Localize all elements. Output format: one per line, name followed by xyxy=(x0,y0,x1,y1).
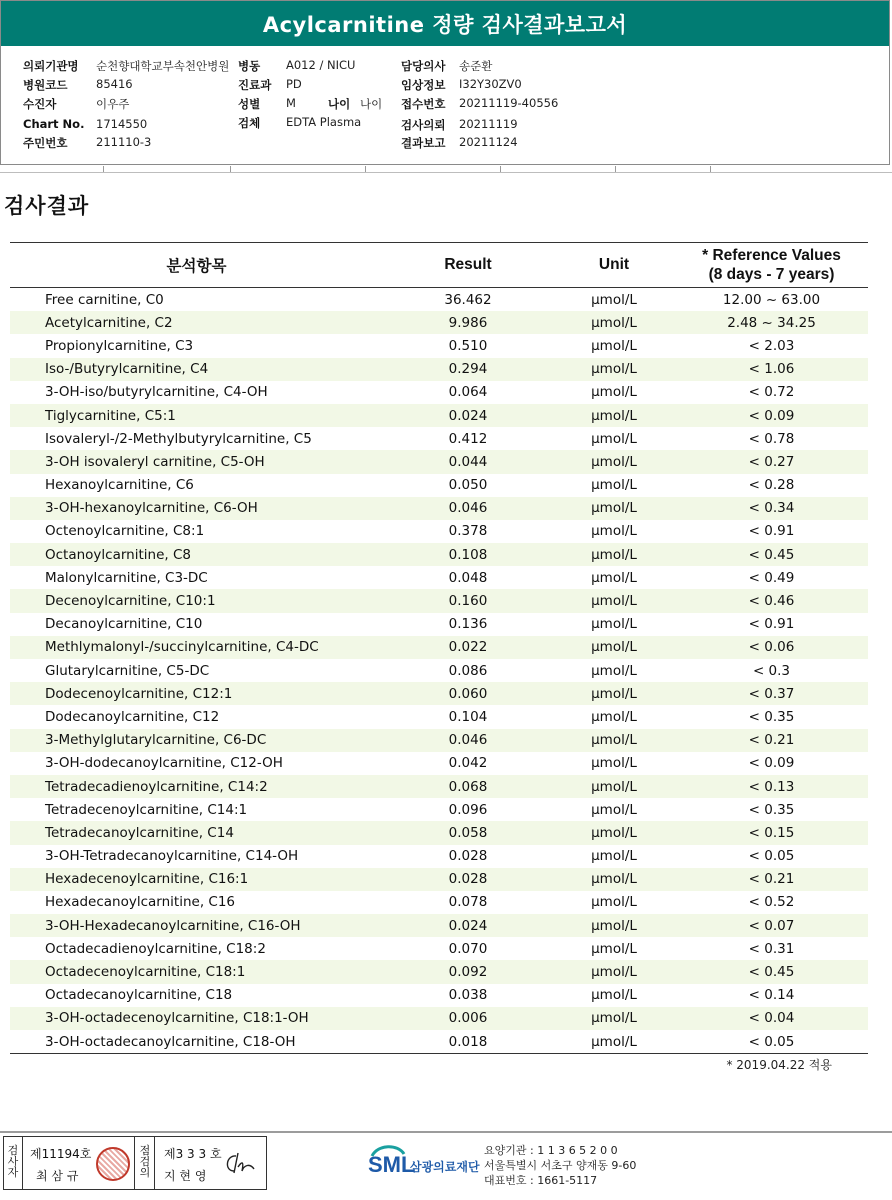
reference-value: < 0.05 xyxy=(748,848,795,865)
reference-value: < 0.49 xyxy=(748,569,795,586)
unit-value: μmol/L xyxy=(553,868,675,891)
table-row xyxy=(10,450,868,473)
result-value: 0.078 xyxy=(448,894,488,911)
table-row xyxy=(10,729,868,752)
unit-value: μmol/L xyxy=(591,940,637,957)
unit-value: μmol/L xyxy=(591,894,637,911)
analyte-name: Malonylcarnitine, C3-DC xyxy=(45,569,208,586)
unit-value: μmol/L xyxy=(553,497,675,520)
result-value: 0.046 xyxy=(383,729,553,752)
reference-value: < 0.45 xyxy=(675,543,868,566)
result-value: 0.104 xyxy=(448,708,488,725)
unit-value: μmol/L xyxy=(553,450,675,473)
sex-label: 성별 xyxy=(238,97,261,111)
chart-label: Chart No. xyxy=(23,117,85,131)
reference-value: < 0.72 xyxy=(748,384,795,401)
dept-value: PD xyxy=(286,77,302,91)
result-value: 0.086 xyxy=(448,662,488,679)
inst-label: 의뢰기관명 xyxy=(23,59,79,73)
analyte-name: Octenoylcarnitine, C8:1 xyxy=(45,523,205,540)
unit-value: μmol/L xyxy=(591,848,637,865)
analyte-name: Propionylcarnitine, C3 xyxy=(45,337,194,354)
reference-value: < 0.09 xyxy=(675,404,868,427)
result-value: 0.058 xyxy=(383,821,553,844)
analyte-name: Acetylcarnitine, C2 xyxy=(10,311,383,334)
result-value: 0.096 xyxy=(448,801,488,818)
reference-value: < 0.21 xyxy=(675,729,868,752)
analyte-name: 3-OH-hexanoylcarnitine, C6-OH xyxy=(10,497,383,520)
unit-value: μmol/L xyxy=(591,755,637,772)
analyte-name: Tetradecanoylcarnitine, C14 xyxy=(10,821,383,844)
doctor-value: 송준환 xyxy=(459,59,493,73)
unit-value: μmol/L xyxy=(591,337,637,354)
patient-info xyxy=(1,49,891,161)
table-row xyxy=(10,821,868,844)
analyte-name: Octadecanoylcarnitine, C18 xyxy=(45,987,233,1004)
reference-value: < 2.03 xyxy=(748,337,795,354)
analyte-name: Dodecanoylcarnitine, C12 xyxy=(45,708,220,725)
table-row xyxy=(10,984,868,1007)
table-row xyxy=(10,960,868,983)
table-row xyxy=(10,1007,868,1030)
result-value: 0.294 xyxy=(383,358,553,381)
header-unit: Unit xyxy=(553,243,675,288)
unit-value: μmol/L xyxy=(591,430,637,447)
reference-value: < 0.04 xyxy=(675,1007,868,1030)
reference-value: < 0.28 xyxy=(748,477,795,494)
analyte-name: Decanoylcarnitine, C10 xyxy=(45,616,203,633)
table-row xyxy=(10,914,868,937)
result-value: 0.044 xyxy=(383,450,553,473)
reference-value: 2.48 ~ 34.25 xyxy=(675,311,868,334)
unit-value: μmol/L xyxy=(591,384,637,401)
inspector-license: 제11194호 xyxy=(30,1147,92,1161)
table-row xyxy=(10,520,868,543)
inst-value: 순천향대학교부속천안병원 xyxy=(96,59,230,73)
reference-value: < 0.15 xyxy=(675,821,868,844)
dept-label: 진료과 xyxy=(238,78,272,92)
reference-value: < 0.07 xyxy=(675,914,868,937)
unit-value: μmol/L xyxy=(591,708,637,725)
ward-value: A012 / NICU xyxy=(286,58,356,72)
header-reference-line2: (8 days - 7 years) xyxy=(708,266,835,283)
table-row xyxy=(10,543,868,566)
result-value: 0.068 xyxy=(383,775,553,798)
table-row xyxy=(10,334,868,357)
reference-value: < 0.78 xyxy=(748,430,795,447)
request-label: 검사의뢰 xyxy=(401,118,446,132)
result-value: 0.160 xyxy=(383,589,553,612)
analyte-name: 3-OH-octadecanoylcarnitine, C18-OH xyxy=(10,1030,383,1054)
unit-value: μmol/L xyxy=(591,801,637,818)
result-value: 0.136 xyxy=(448,616,488,633)
doctor-label: 담당의사 xyxy=(401,59,446,73)
analyte-name: Octadecadienoylcarnitine, C18:2 xyxy=(45,940,266,957)
unit-value: μmol/L xyxy=(591,987,637,1004)
reference-value: < 0.35 xyxy=(748,801,795,818)
chart-value: 1714550 xyxy=(96,117,148,131)
reference-value: < 0.31 xyxy=(748,940,795,957)
code-label: 병원코드 xyxy=(23,78,68,92)
reference-value: < 0.91 xyxy=(748,523,795,540)
results-body xyxy=(10,288,868,1054)
result-value: 0.024 xyxy=(383,404,553,427)
receipt-label: 접수번호 xyxy=(401,97,446,111)
table-row xyxy=(10,1030,868,1054)
report-date-value: 20211124 xyxy=(459,135,518,149)
analyte-name: Dodecenoylcarnitine, C12:1 xyxy=(10,682,383,705)
reference-value: < 0.91 xyxy=(748,616,795,633)
table-row xyxy=(10,659,868,682)
table-row xyxy=(10,474,868,497)
table-row xyxy=(10,636,868,659)
analyte-name: Decenoylcarnitine, C10:1 xyxy=(10,589,383,612)
unit-value: μmol/L xyxy=(591,662,637,679)
signature-box xyxy=(3,1136,267,1190)
table-row xyxy=(10,752,868,775)
table-row xyxy=(10,358,868,381)
id-label: 주민번호 xyxy=(23,136,68,150)
inspector-seal-icon xyxy=(96,1147,130,1181)
table-row xyxy=(10,311,868,334)
recipient-label: 수진자 xyxy=(23,97,57,111)
table-header-row xyxy=(10,243,868,288)
result-value: 0.022 xyxy=(383,636,553,659)
org-code: 요양기관 : 1 1 3 6 5 2 0 0 xyxy=(484,1144,618,1157)
result-value: 0.048 xyxy=(448,569,488,586)
table-row xyxy=(10,566,868,589)
unit-value: μmol/L xyxy=(591,477,637,494)
analyte-name: 3-OH-Tetradecanoylcarnitine, C14-OH xyxy=(45,848,299,865)
org-name: 삼광의료재단 xyxy=(410,1160,480,1174)
unit-value: μmol/L xyxy=(553,636,675,659)
analyte-name: 3-OH-iso/butyrylcarnitine, C4-OH xyxy=(45,384,268,401)
age-value: 나이 xyxy=(360,97,383,111)
code-value: 85416 xyxy=(96,77,133,91)
reference-value: < 0.21 xyxy=(675,868,868,891)
unit-value: μmol/L xyxy=(553,358,675,381)
analyte-name: 3-OH-octadecenoylcarnitine, C18:1-OH xyxy=(10,1007,383,1030)
report-header xyxy=(0,0,890,165)
inspector-label: 검 사 자 xyxy=(7,1144,19,1179)
reference-value: < 0.06 xyxy=(675,636,868,659)
reference-value: < 0.05 xyxy=(675,1030,868,1054)
table-row xyxy=(10,775,868,798)
header-item: 분석항목 xyxy=(10,243,383,288)
unit-value: μmol/L xyxy=(553,311,675,334)
result-value: 0.028 xyxy=(383,868,553,891)
unit-value: μmol/L xyxy=(553,404,675,427)
header-reference xyxy=(675,243,868,288)
unit-value: μmol/L xyxy=(591,291,637,308)
reference-value: < 0.14 xyxy=(748,987,795,1004)
footer-divider xyxy=(0,1131,892,1133)
result-value: 0.092 xyxy=(383,960,553,983)
reference-value: < 0.37 xyxy=(675,682,868,705)
result-value: 0.024 xyxy=(383,914,553,937)
org-phone: 대표번호 : 1661-5117 xyxy=(484,1174,598,1187)
sex-value: M xyxy=(286,96,296,110)
reference-value: < 0.13 xyxy=(675,775,868,798)
clinical-value: I32Y30ZV0 xyxy=(459,77,522,91)
recipient-value: 이우주 xyxy=(96,97,130,111)
result-value: 0.064 xyxy=(448,384,488,401)
reference-value: < 0.3 xyxy=(752,662,791,679)
table-row xyxy=(10,868,868,891)
analyte-name: 3-OH-Hexadecanoylcarnitine, C16-OH xyxy=(10,914,383,937)
analyte-name: Glutarylcarnitine, C5-DC xyxy=(45,662,210,679)
result-value: 0.060 xyxy=(383,682,553,705)
unit-value: μmol/L xyxy=(553,821,675,844)
section-title: 검사결과 xyxy=(4,194,90,218)
unit-value: μmol/L xyxy=(553,589,675,612)
report-date-label: 결과보고 xyxy=(401,136,446,150)
org-info xyxy=(484,1143,636,1188)
unit-value: μmol/L xyxy=(591,523,637,540)
request-value: 20211119 xyxy=(459,117,518,131)
report-title: Acylcarnitine 정량 검사결과보고서 xyxy=(1,1,889,46)
table-row xyxy=(10,497,868,520)
result-value: 0.018 xyxy=(383,1030,553,1054)
specimen-label: 검체 xyxy=(238,116,261,130)
table-row xyxy=(10,288,868,312)
result-value: 0.006 xyxy=(383,1007,553,1030)
analyte-name: Tetradecadienoylcarnitine, C14:2 xyxy=(10,775,383,798)
analyte-name: Tetradecenoylcarnitine, C14:1 xyxy=(45,801,248,818)
unit-value: μmol/L xyxy=(553,914,675,937)
confirm-name: 지 현 영 xyxy=(164,1169,207,1183)
header-reference-line1: * Reference Values xyxy=(702,247,841,264)
result-value: 0.042 xyxy=(448,755,488,772)
analyte-name: 3-OH isovaleryl carnitine, C5-OH xyxy=(10,450,383,473)
table-row xyxy=(10,705,868,728)
receipt-value: 20211119-40556 xyxy=(459,96,559,110)
unit-value: μmol/L xyxy=(553,960,675,983)
analyte-name: Tiglycarnitine, C5:1 xyxy=(10,404,383,427)
reference-value: 12.00 ~ 63.00 xyxy=(722,291,821,308)
table-row xyxy=(10,613,868,636)
result-value: 9.986 xyxy=(383,311,553,334)
analyte-name: Isovaleryl-/2-Methylbutyrylcarnitine, C5 xyxy=(45,430,312,447)
footnote: * 2019.04.22 적용 xyxy=(726,1058,832,1072)
analyte-name: Hexanoylcarnitine, C6 xyxy=(45,477,194,494)
unit-value: μmol/L xyxy=(553,543,675,566)
reference-value: < 0.45 xyxy=(675,960,868,983)
ward-label: 병동 xyxy=(238,59,261,73)
table-row xyxy=(10,427,868,450)
reference-value: < 0.46 xyxy=(675,589,868,612)
reference-value: < 0.27 xyxy=(675,450,868,473)
unit-value: μmol/L xyxy=(553,729,675,752)
table-row xyxy=(10,404,868,427)
result-value: 0.510 xyxy=(448,337,488,354)
result-value: 0.038 xyxy=(448,987,488,1004)
id-value: 211110-3 xyxy=(96,135,152,149)
org-logo-text: SML xyxy=(368,1152,415,1177)
analyte-name: Hexadecanoylcarnitine, C16 xyxy=(45,894,236,911)
reference-value: < 1.06 xyxy=(675,358,868,381)
analyte-name: Octanoylcarnitine, C8 xyxy=(10,543,383,566)
table-row xyxy=(10,381,868,404)
result-value: 0.046 xyxy=(383,497,553,520)
table-row xyxy=(10,682,868,705)
unit-value: μmol/L xyxy=(553,1030,675,1054)
age-label: 나이 xyxy=(328,97,351,111)
result-value: 0.378 xyxy=(448,523,488,540)
table-row xyxy=(10,845,868,868)
result-value: 36.462 xyxy=(444,291,492,308)
analyte-name: Hexadecenoylcarnitine, C16:1 xyxy=(10,868,383,891)
result-value: 0.050 xyxy=(448,477,488,494)
results-table xyxy=(10,242,868,1054)
table-row xyxy=(10,798,868,821)
reference-value: < 0.52 xyxy=(748,894,795,911)
unit-value: μmol/L xyxy=(553,1007,675,1030)
confirm-label: 점 검 의 xyxy=(139,1144,151,1179)
confirm-license: 제3 3 3 호 xyxy=(164,1147,222,1161)
unit-value: μmol/L xyxy=(591,616,637,633)
signature-icon xyxy=(222,1151,262,1177)
analyte-name: Octadecenoylcarnitine, C18:1 xyxy=(10,960,383,983)
specimen-value: EDTA Plasma xyxy=(286,115,362,129)
reference-value: < 0.34 xyxy=(675,497,868,520)
reference-value: < 0.09 xyxy=(748,755,795,772)
clinical-label: 임상정보 xyxy=(401,78,446,92)
header-divider xyxy=(0,172,892,173)
analyte-name: 3-Methylglutarylcarnitine, C6-DC xyxy=(10,729,383,752)
result-value: 0.028 xyxy=(448,848,488,865)
analyte-name: Free carnitine, C0 xyxy=(45,291,164,308)
result-value: 0.108 xyxy=(383,543,553,566)
inspector-name: 최 삼 규 xyxy=(36,1169,79,1183)
table-row xyxy=(10,891,868,914)
header-result: Result xyxy=(383,243,553,288)
table-row xyxy=(10,937,868,960)
analyte-name: 3-OH-dodecanoylcarnitine, C12-OH xyxy=(45,755,283,772)
analyte-name: Methlymalonyl-/succinylcarnitine, C4-DC xyxy=(10,636,383,659)
result-value: 0.070 xyxy=(448,940,488,957)
analyte-name: Iso-/Butyrylcarnitine, C4 xyxy=(10,358,383,381)
unit-value: μmol/L xyxy=(591,569,637,586)
reference-value: < 0.35 xyxy=(748,708,795,725)
result-value: 0.412 xyxy=(448,430,488,447)
unit-value: μmol/L xyxy=(553,682,675,705)
table-row xyxy=(10,589,868,612)
org-address: 서울특별시 서초구 양재동 9-60 xyxy=(484,1159,637,1172)
unit-value: μmol/L xyxy=(553,775,675,798)
